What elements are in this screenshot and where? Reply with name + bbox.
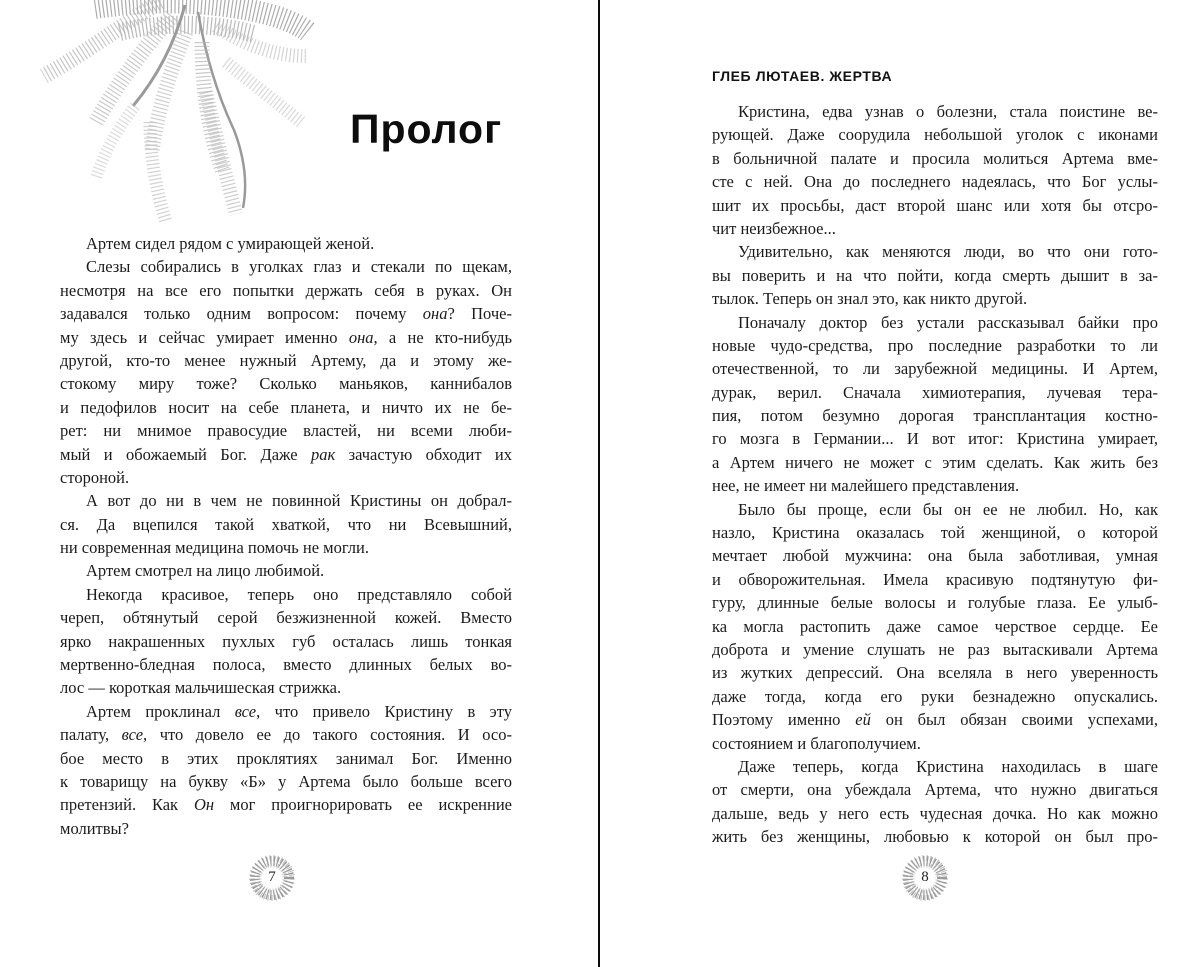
body-text-line: рующей. Даже соорудила небольшой уголок с иконами: [712, 125, 1158, 145]
body-text-line: состоянием и благополучием.: [712, 733, 921, 753]
body-text-line: сте с ней. Она до последнего надеялась, что Бог услы-: [712, 172, 1158, 192]
body-text-line: к товарищу на букву «Б» у Артема было больше всего: [60, 771, 512, 791]
body-text-line: задавался только одним вопросом: почему она? Поче-: [60, 304, 512, 324]
body-text-line: Артем проклинал все, что привело Кристину в эту: [86, 701, 512, 721]
chapter-title: Пролог: [350, 106, 503, 152]
body-text-line: шит их просьбы, даст второй шанс или хотя бы отсро-: [712, 195, 1158, 215]
body-text-line: и обворожительная. Имела красивую подтянутую фи-: [712, 569, 1158, 589]
body-text-line: бое место в этих проклятиях занимал Бог. Именно: [60, 748, 512, 768]
body-text-line: му здесь и сейчас умирает именно она, а не кто-нибудь: [60, 327, 512, 347]
body-text-line: рет: ни мнимое правосудие властей, ни всеми люби-: [60, 421, 512, 441]
body-text-line: другой, кто-то менее нужный Артему, да и этому же-: [60, 350, 512, 370]
running-header: ГЛЕБ ЛЮТАЕВ. ЖЕРТВА: [712, 68, 893, 84]
body-text-line: череп, обтянутый серой безжизненной кожей. Вместо: [60, 608, 512, 628]
body-text-line: лос — короткая мальчишеская стрижка.: [60, 678, 342, 698]
body-text-line: Слезы собирались в уголках глаз и стекали по щекам,: [86, 257, 512, 277]
body-text-line: Некогда красивое, теперь оно представляло собой: [86, 584, 512, 604]
body-text-line: дальше, ведь у него есть чудесная дочка. Но как можно: [712, 803, 1158, 823]
body-text-line: отечественной, то ли зарубежной медицины. И Артем,: [712, 359, 1158, 379]
body-text-line: ярко накрашенных пухлых губ осталась лишь тонкая: [60, 631, 512, 651]
body-text-line: даже тогда, когда его руки безнадежно опускались.: [712, 686, 1158, 706]
body-text-line: Поэтому именно ей он был обязан своими успехами,: [712, 710, 1159, 730]
body-text-line: гуру, длинные белые волосы и голубые глаза. Ее улыб-: [712, 593, 1158, 613]
body-text-line: дурак, верил. Сначала химиотерапия, лучевая тера-: [712, 382, 1158, 402]
body-text-line: А вот до ни в чем не повинной Кристины он добрал-: [86, 491, 512, 511]
body-text-line: жить без женщины, любовью к которой он был про-: [712, 827, 1158, 847]
body-text-line: доброта и умение слушать не раз вытаскивали Артема: [712, 639, 1158, 659]
body-text-line: Даже теперь, когда Кристина находилась в шаге: [738, 756, 1158, 776]
body-text-line: стороной.: [60, 467, 130, 487]
body-text-line: Было бы проще, если бы он ее не любил. Но, как: [738, 499, 1158, 519]
body-text-line: назло, Кристина оказалась той женщиной, о которой: [712, 523, 1158, 543]
page-number: 7: [268, 869, 276, 886]
body-text-line: стокому миру тоже? Сколько маньяков, каннибалов: [60, 374, 512, 394]
body-text-line: тылок. Теперь он знал это, как никто другой.: [712, 289, 1028, 309]
body-text-line: мый и обожаемый Бог. Даже рак зачастую обходит их: [60, 444, 513, 464]
body-text-line: ни современная медицина помочь не могли.: [60, 538, 369, 558]
body-text-line: Артем сидел рядом с умирающей женой.: [86, 234, 375, 253]
body-text-line: вы поверить и на что пойти, когда смерть дышит в за-: [712, 265, 1158, 285]
body-text-line: молитвы?: [60, 818, 129, 838]
body-text-line: ка могла растопить даже самое черствое сердце. Ее: [712, 616, 1158, 636]
body-text-line: го мозга в Германии... И вот итог: Кристина умирает,: [712, 429, 1158, 449]
body-text-line: Кристина, едва узнав о болезни, стала поистине ве-: [738, 102, 1158, 121]
right-page-footer: [898, 851, 952, 905]
body-text-line: претензий. Как Он мог проигнорировать ее искренние: [60, 795, 512, 815]
body-text-line: Удивительно, как меняются люди, во что они гото-: [738, 242, 1158, 262]
body-text-line: новые чудо-средства, про последние разработки то ли: [712, 335, 1158, 355]
right-page-body: [712, 100, 1158, 849]
body-text-line: а Артем ничего не может с этим сделать. Как жить без: [712, 452, 1158, 472]
body-text-line: и педофилов носит на себе планета, и ничто их не бе-: [60, 397, 512, 417]
body-text-line: в больничной палате и просила молиться Артема вме-: [712, 148, 1158, 168]
body-text-line: чит неизбежное...: [712, 218, 836, 238]
body-text-line: палату, все, что довело ее до такого состояния. И осо-: [60, 725, 512, 745]
body-text-line: мертвенно-бледная полоса, вместо длинных белых во-: [60, 655, 512, 675]
body-text-line: из жутких депрессий. Она вселяла в него уверенность: [712, 663, 1158, 683]
body-text-line: от смерти, она убеждала Артема, что нужно двигаться: [712, 780, 1158, 800]
body-text-line: Артем смотрел на лицо любимой.: [86, 561, 325, 581]
body-text-line: пия, потом безумно дорогая трансплантация костно-: [712, 406, 1158, 426]
body-text-line: Поначалу доктор без устали рассказывал байки про: [738, 312, 1158, 332]
body-text-line: несмотря на все его попытки держать себя в руках. Он: [60, 280, 512, 300]
page-number: 8: [921, 869, 929, 886]
body-text-line: ся. Да вцепился такой хваткой, что ни Всевышний,: [60, 514, 512, 534]
body-text-line: нее, не имеет ни малейшего представления.: [712, 476, 1020, 496]
body-text-line: мечтает любой мужчина: она была заботливая, умная: [712, 546, 1158, 566]
